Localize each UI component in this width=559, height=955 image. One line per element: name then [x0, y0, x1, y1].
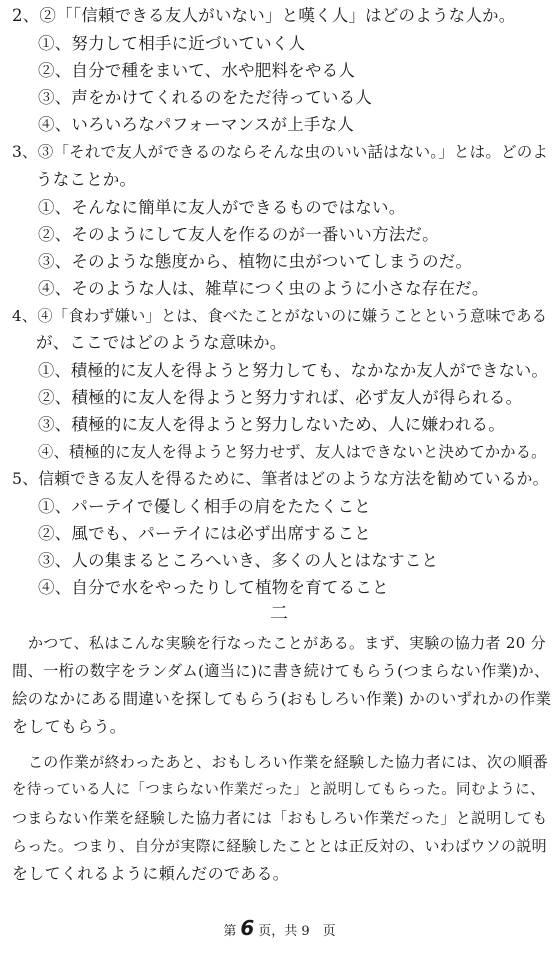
footer-prefix: 第 — [223, 924, 237, 939]
passage-p1-line-4: をしてもらう。 — [12, 717, 127, 736]
page-footer — [0, 918, 559, 942]
question-2-option-2: ②、自分で種をまいて、水や肥料をやる人 — [38, 61, 355, 80]
question-5-option-2: ②、風でも、パーテイには必ず出席すること — [38, 524, 371, 543]
question-3-option-4: ④、そのような人は、雑草につく虫のように小さな存在だ。 — [38, 279, 489, 298]
passage-p2-line-2: を待っている人に「つまらない作業だった」と説明してもらった。同むように、 — [12, 782, 545, 798]
question-3-stem-line-1: 3、③「それで友人ができるのならそんな虫のいい話はない。」とは。どのよ — [12, 143, 549, 161]
passage-p2-line-3: つまらない作業を経験した協力者には「おもしろい作業だった」と説明しても — [12, 809, 548, 827]
passage-p1-line-3: 絵のなかにある間違いを探してもらう(おもしろい作業) かのいずれかの作業 — [12, 690, 552, 708]
section-heading: 二 — [270, 603, 288, 624]
passage-p2-line-5: をしてくれるように頼んだのである。 — [12, 864, 290, 883]
question-4-option-3: ③、積極的に友人を得ようと努力しないため、人に嫌われる。 — [38, 415, 505, 434]
question-4-option-1: ①、積極的に友人を得ようと努力しても、なかなか友人ができない。 — [38, 361, 548, 380]
question-4-option-4: ④、積極的に友人を得ようと努力せず、友人はできないと決めてかかる。 — [38, 443, 547, 461]
question-5-option-3: ③、人の集まるところへいき、多くの人とはなすこと — [38, 551, 439, 570]
question-3-stem-line-2: うなことか。 — [36, 170, 137, 189]
question-3-option-3: ③、そのような態度から、植物に虫がついてしまうのだ。 — [38, 252, 473, 271]
question-5-option-1: ①、パーテイで優しく相手の肩をたたくこと — [38, 497, 371, 516]
question-2-option-1: ①、努力して相手に近づいていく人 — [38, 34, 306, 53]
question-3-option-2: ②、そのようにして友人を作るのが一番いい方法だ。 — [38, 225, 439, 244]
question-2-option-3: ③、声をかけてくれるのをただ待っている人 — [38, 88, 372, 107]
passage-p1-line-1: かつて、私はこんな実験を行なったことがある。まず、実験の協力者 20 分 — [28, 634, 546, 652]
question-5-option-4: ④、自分で水をやったりして植物を育てること — [38, 578, 389, 597]
passage-p2-line-1: この作業が終わったあと、おもしろい作業を経験した協力者には、次の順番 — [28, 753, 549, 771]
question-5-stem: 5、信頼できる友人を得るために、筆者はどのような方法を勧めているか。 — [12, 469, 549, 488]
question-4-option-2: ②、積極的に友人を得ようと努力すれば、必ず友人が得られる。 — [38, 388, 523, 407]
passage-p2-line-4: らった。つまり、自分が実際に経験したこととは正反対の、いわばウソの説明 — [12, 837, 547, 855]
question-2-stem: 2、②「「信頼できる友人がいない」と嘆く人」はどのような人か。 — [12, 6, 516, 25]
question-3-option-1: ①、そんなに簡単に友人ができるものではない。 — [38, 198, 406, 217]
question-4-stem-line-2: が、ここではどのような意味か。 — [36, 333, 287, 352]
footer-page-number: 6 — [240, 916, 255, 940]
passage-p1-line-2: 間、一桁の数字をランダム(適当に)に書き続けてもらう(つまらない作業)か、 — [12, 662, 550, 680]
question-2-option-4: ④、いろいろなパフォーマンスが上手な人 — [38, 115, 354, 134]
question-4-stem-line-1: 4、④「食わず嫌い」とは、食べたことがないのに嫌うことという意味である — [12, 307, 548, 325]
footer-suffix: 页，共 9 页 — [258, 924, 336, 939]
